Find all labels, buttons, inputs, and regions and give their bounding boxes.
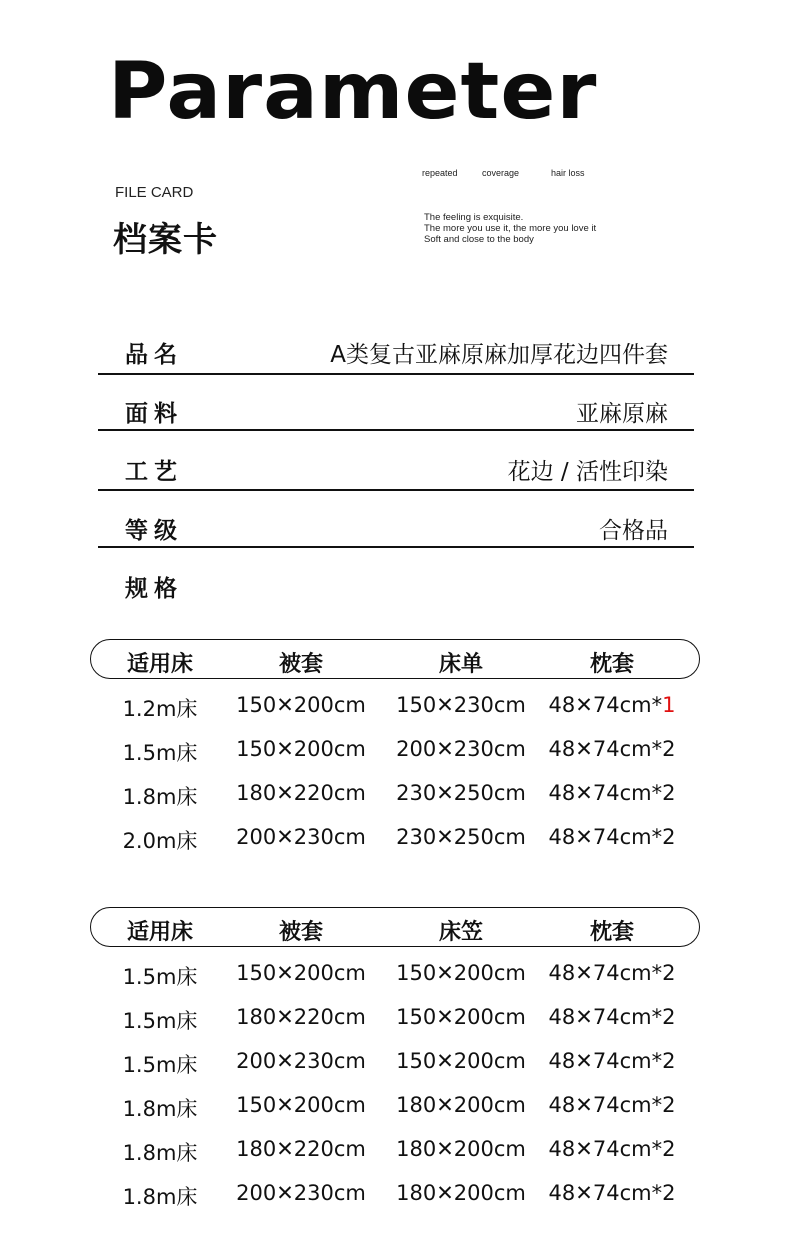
table-cell-text: 48✕74cm* bbox=[548, 693, 663, 717]
table-cell: 230✕250cm bbox=[396, 781, 526, 805]
table-cell: 48✕74cm*2 bbox=[548, 1181, 676, 1205]
table-cell: 150✕200cm bbox=[396, 1049, 526, 1073]
param-value-fabric: 亚麻原麻 bbox=[576, 401, 668, 427]
tag-repeated: repeated bbox=[422, 168, 458, 178]
file-card-label-en: FILE CARD bbox=[115, 184, 194, 201]
tagline-line: The more you use it, the more you love it bbox=[424, 223, 597, 234]
tagline-line: Soft and close to the body bbox=[424, 234, 534, 245]
table-header-duvet: 被套 bbox=[278, 652, 323, 677]
param-label-craft: 工艺 bbox=[125, 459, 183, 485]
table-cell: 150✕200cm bbox=[236, 1093, 366, 1117]
table-cell: 200✕230cm bbox=[236, 1049, 366, 1073]
table-cell: 1.5m床 bbox=[122, 1009, 198, 1033]
table-cell: 200✕230cm bbox=[236, 825, 366, 849]
divider bbox=[98, 429, 694, 431]
quantity-highlight: 1 bbox=[662, 693, 676, 717]
param-value-grade: 合格品 bbox=[599, 518, 668, 544]
table-header-pillowcase: 枕套 bbox=[589, 652, 634, 677]
table-header-pillowcase: 枕套 bbox=[589, 920, 634, 945]
table-cell: 150✕230cm bbox=[396, 693, 526, 717]
table-cell: 48✕74cm*2 bbox=[548, 1137, 676, 1161]
table-cell: 48✕74cm*2 bbox=[548, 737, 676, 761]
param-label-spec: 规格 bbox=[125, 576, 183, 602]
table-cell: 200✕230cm bbox=[396, 737, 526, 761]
divider bbox=[98, 373, 694, 375]
table-cell: 1.8m床 bbox=[122, 785, 198, 809]
tagline bbox=[424, 212, 596, 245]
table-cell: 1.5m床 bbox=[122, 741, 198, 765]
page-title: Parameter bbox=[108, 47, 598, 137]
tag-coverage: coverage bbox=[482, 168, 520, 178]
file-card-label-cn: 档案卡 bbox=[113, 220, 218, 260]
table-cell: 48✕74cm*2 bbox=[548, 1093, 676, 1117]
table-cell: 150✕200cm bbox=[396, 961, 526, 985]
table-cell: 2.0m床 bbox=[122, 829, 198, 853]
table-cell: 48✕74cm*2 bbox=[548, 961, 676, 985]
table-cell: 1.8m床 bbox=[122, 1185, 198, 1209]
table-cell: 180✕200cm bbox=[396, 1137, 526, 1161]
table-header-duvet: 被套 bbox=[278, 920, 323, 945]
tagline-line: The feeling is exquisite. bbox=[424, 212, 524, 223]
table-header-bed: 适用床 bbox=[126, 652, 193, 677]
table-cell: 1.5m床 bbox=[122, 965, 198, 989]
table-cell: 48✕74cm*2 bbox=[548, 1005, 676, 1029]
table-cell: 200✕230cm bbox=[236, 1181, 366, 1205]
param-value-name: A类复古亚麻原麻加厚花边四件套 bbox=[330, 342, 668, 368]
table-cell: 180✕220cm bbox=[236, 781, 366, 805]
table-cell: 1.8m床 bbox=[122, 1141, 198, 1165]
table-header-bed: 适用床 bbox=[126, 920, 193, 945]
table-cell: 150✕200cm bbox=[236, 693, 366, 717]
table-header-fitted-sheet: 床笠 bbox=[438, 920, 483, 945]
table-cell: 180✕200cm bbox=[396, 1093, 526, 1117]
table-cell bbox=[527, 693, 697, 717]
table-cell: 150✕200cm bbox=[236, 737, 366, 761]
param-label-name: 品名 bbox=[125, 342, 183, 368]
table-cell: 180✕220cm bbox=[236, 1137, 366, 1161]
table-header-sheet: 床单 bbox=[438, 652, 483, 677]
table-cell: 150✕200cm bbox=[396, 1005, 526, 1029]
table-cell: 150✕200cm bbox=[236, 961, 366, 985]
divider bbox=[98, 489, 694, 491]
table-cell: 180✕220cm bbox=[236, 1005, 366, 1029]
table-cell: 48✕74cm*2 bbox=[548, 825, 676, 849]
param-label-grade: 等级 bbox=[125, 518, 183, 544]
tag-hair-loss: hair loss bbox=[551, 168, 585, 178]
divider bbox=[98, 546, 694, 548]
table-cell: 230✕250cm bbox=[396, 825, 526, 849]
table-cell: 48✕74cm*2 bbox=[548, 1049, 676, 1073]
table-cell: 1.2m床 bbox=[122, 697, 198, 721]
table-cell: 1.8m床 bbox=[122, 1097, 198, 1121]
table-cell: 48✕74cm*2 bbox=[548, 781, 676, 805]
param-value-craft: 花边 / 活性印染 bbox=[507, 459, 668, 485]
table-cell: 1.5m床 bbox=[122, 1053, 198, 1077]
param-label-fabric: 面料 bbox=[125, 401, 183, 427]
table-cell: 180✕200cm bbox=[396, 1181, 526, 1205]
